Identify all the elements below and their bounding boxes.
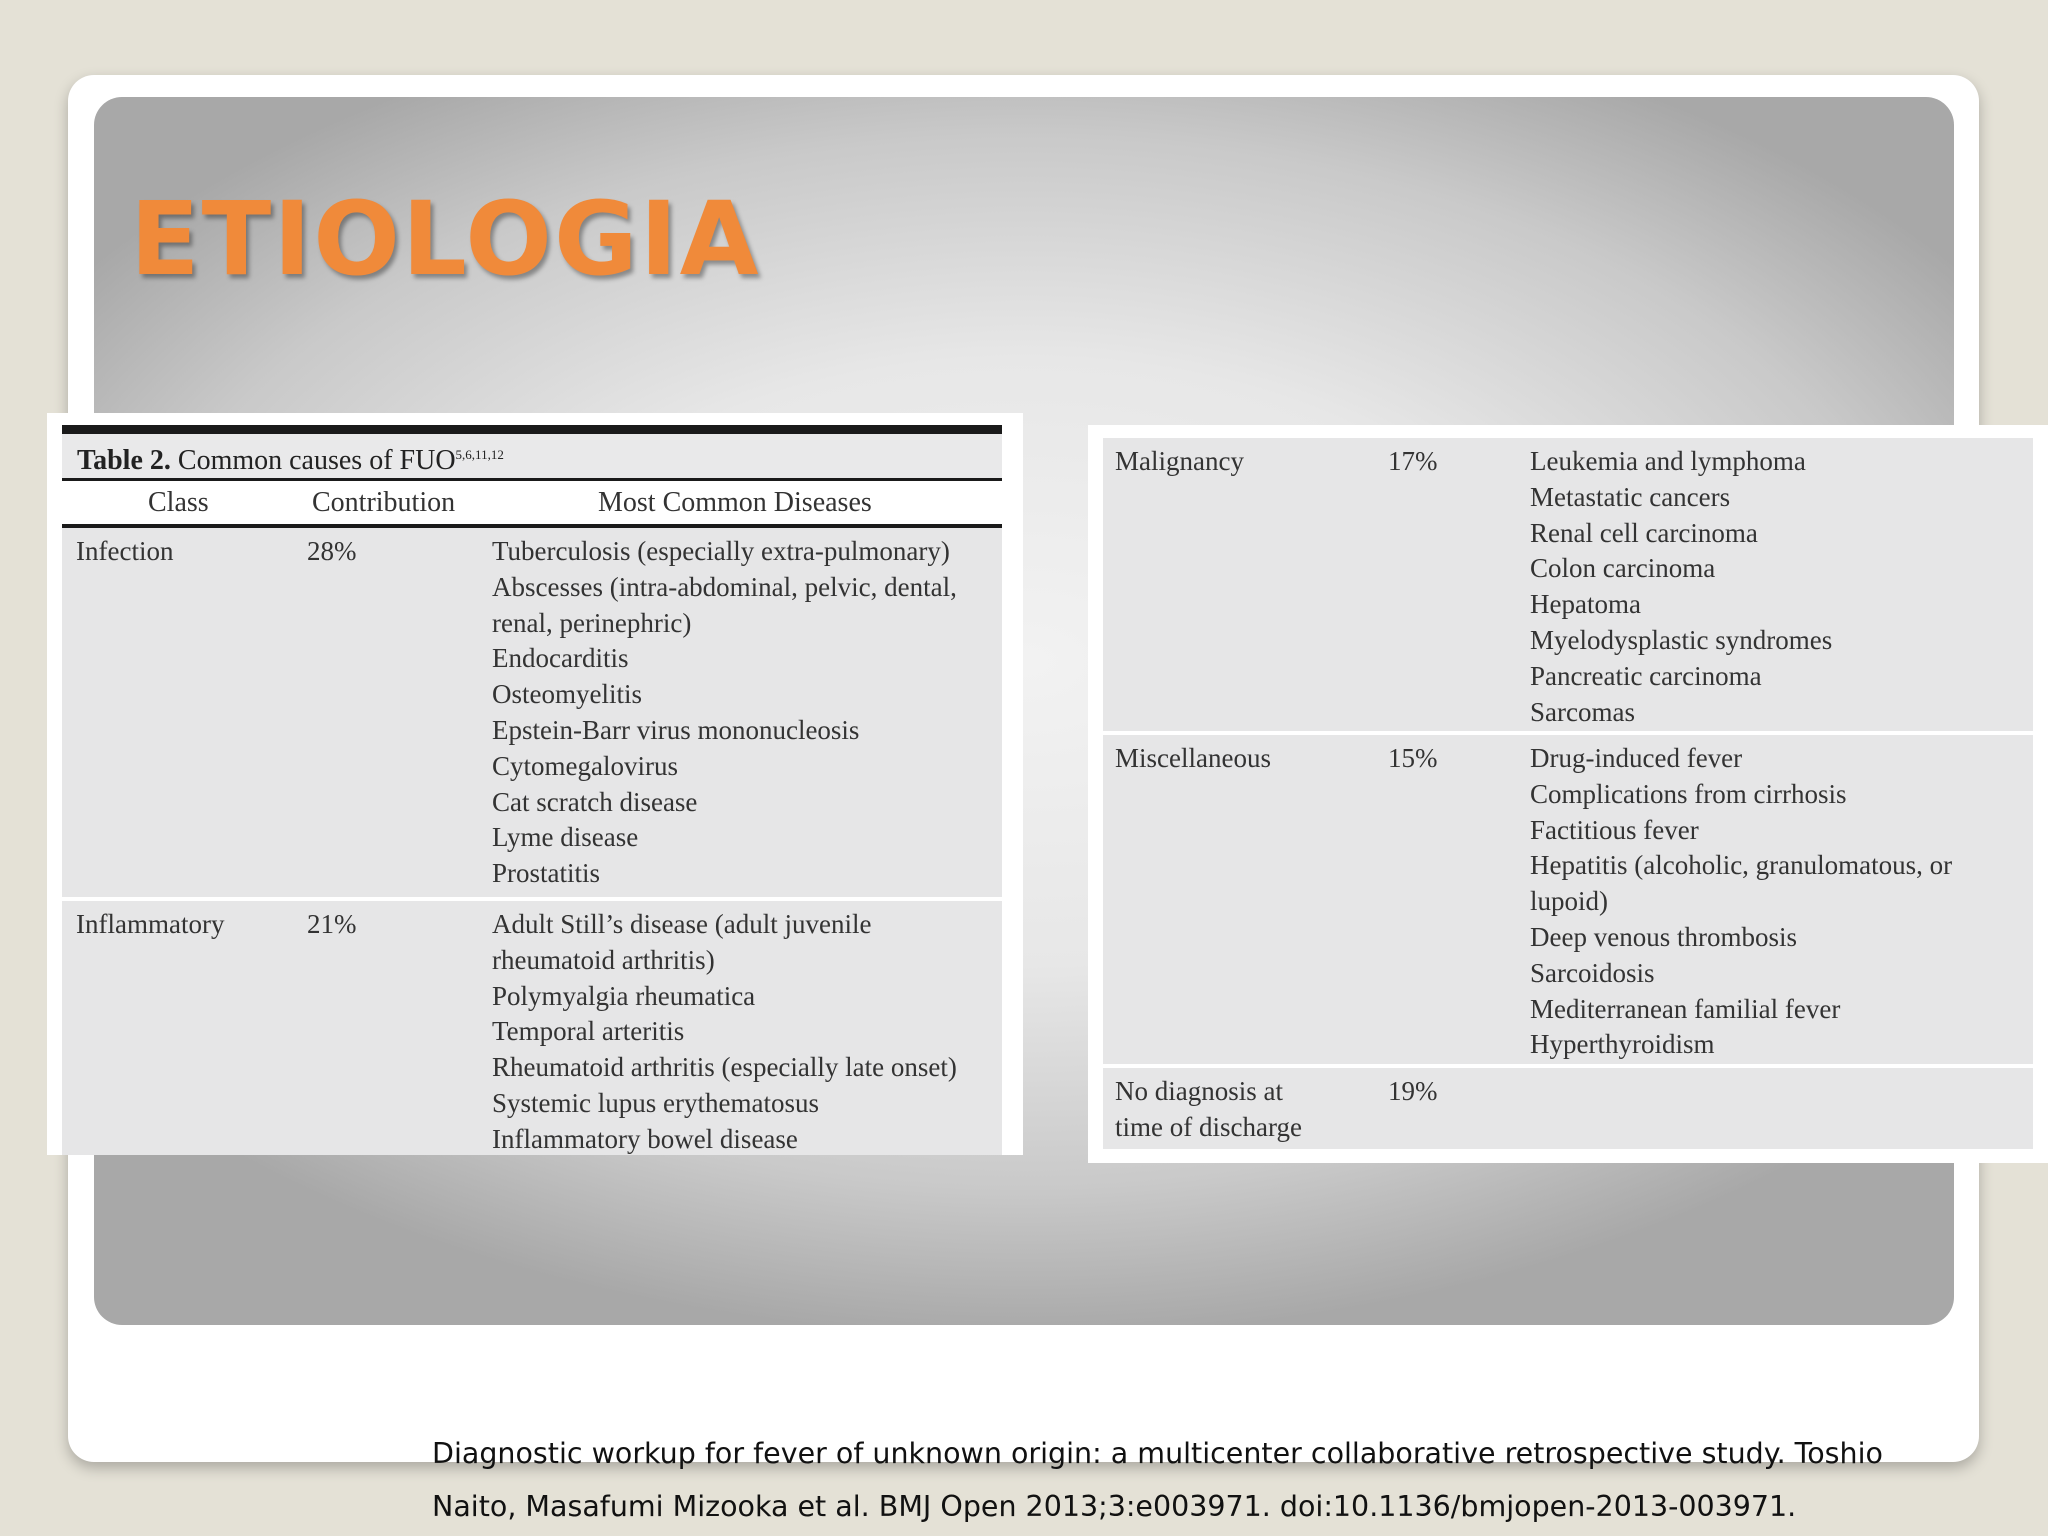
disease-item: Rheumatoid arthritis (especially late onset)	[492, 1052, 957, 1083]
disease-item: Osteomyelitis	[492, 679, 642, 710]
citation-line: Diagnostic workup for fever of unknown origin: a multicenter collaborative retrospective study. Toshio	[432, 1437, 1883, 1470]
header-class: Class	[148, 487, 209, 518]
disease-item: Temporal arteritis	[492, 1016, 685, 1047]
disease-item: lupoid)	[1530, 886, 1608, 917]
disease-item: Epstein-Barr virus mononucleosis	[492, 714, 860, 745]
disease-item: rheumatoid arthritis)	[492, 944, 715, 975]
disease-item: Hepatoma	[1530, 589, 1641, 620]
disease-item: Tuberculosis (especially extra-pulmonary)	[492, 536, 950, 566]
table-caption	[62, 434, 1002, 481]
disease-item: Leukemia and lymphoma	[1530, 446, 1806, 476]
disease-item: Sarcoidosis	[1530, 957, 1655, 988]
citation-line: Naito, Masafumi Mizooka et al. BMJ Open 2013;3:e003971. doi:10.1136/bmjopen-2013-003971.	[432, 1490, 1797, 1523]
disease-item: Colon carcinoma	[1530, 553, 1716, 584]
table-row-miscellaneous	[1103, 735, 2033, 1064]
disease-item: Inflammatory bowel disease	[492, 1123, 798, 1154]
table-caption-label: Table 2.	[77, 445, 171, 476]
disease-item: Cytomegalovirus	[492, 750, 678, 781]
disease-item: Pancreatic carcinoma	[1530, 660, 1762, 691]
row-diseases	[492, 534, 957, 892]
row-class	[1115, 1074, 1302, 1146]
disease-item: Complications from cirrhosis	[1530, 778, 1847, 809]
disease-item: Factitious fever	[1530, 814, 1699, 845]
row-diseases	[1530, 444, 1832, 730]
row-contribution: 21%	[307, 909, 357, 939]
row-contribution: 28%	[307, 536, 357, 566]
table-caption-refs: 5,6,11,12	[455, 447, 504, 462]
disease-item: Abscesses (intra-abdominal, pelvic, dental,	[492, 571, 957, 602]
disease-item: Drug-induced fever	[1530, 743, 1743, 773]
table-caption-text: Common causes of FUO	[177, 445, 456, 476]
disease-item: Cat scratch disease	[492, 786, 698, 817]
table-row-infection	[62, 528, 1002, 897]
disease-item: Deep venous thrombosis	[1530, 921, 1797, 952]
row-contribution: 15%	[1388, 743, 1438, 773]
row-diseases	[1530, 741, 1952, 1063]
disease-item: Lyme disease	[492, 822, 639, 853]
disease-item: Renal cell carcinoma	[1530, 517, 1758, 548]
disease-item: Sarcomas	[1530, 696, 1635, 727]
row-class: Infection	[76, 536, 174, 566]
disease-item: Endocarditis	[492, 643, 629, 674]
row-class: Malignancy	[1115, 446, 1244, 476]
header-contribution: Contribution	[312, 487, 456, 518]
disease-item: Mediterranean familial fever	[1530, 993, 1841, 1024]
row-class: Inflammatory	[76, 909, 225, 939]
fuo-table-right	[1088, 425, 2048, 1163]
disease-item: Hepatitis (alcoholic, granulomatous, or	[1530, 850, 1953, 881]
row-diseases	[492, 907, 957, 1155]
disease-item: Systemic lupus erythematosus	[492, 1087, 819, 1118]
row-class: Miscellaneous	[1115, 743, 1271, 773]
table-row-inflammatory	[62, 901, 1002, 1155]
table-top-rule	[62, 425, 1002, 434]
header-diseases: Most Common Diseases	[598, 487, 872, 518]
fuo-table-left	[47, 413, 1023, 1155]
row-contribution: 19%	[1388, 1076, 1438, 1106]
disease-item: Myelodysplastic syndromes	[1530, 624, 1833, 655]
table-row-no-diagnosis	[1103, 1068, 2033, 1149]
slide-title: ETIOLOGIA	[130, 180, 761, 299]
disease-item: Metastatic cancers	[1530, 481, 1731, 512]
disease-item: Adult Still’s disease (adult juvenile	[492, 909, 872, 939]
disease-item: renal, perinephric)	[492, 607, 692, 638]
row-class-line: time of discharge	[1115, 1111, 1302, 1142]
disease-item: Hyperthyroidism	[1530, 1029, 1715, 1060]
disease-item: Prostatitis	[492, 858, 601, 889]
row-contribution: 17%	[1388, 446, 1438, 476]
table-row-malignancy	[1103, 438, 2033, 731]
disease-item: Polymyalgia rheumatica	[492, 980, 756, 1011]
citation-text	[432, 1427, 1992, 1533]
table-header	[62, 481, 1002, 528]
row-class-line: No diagnosis at	[1115, 1076, 1283, 1106]
